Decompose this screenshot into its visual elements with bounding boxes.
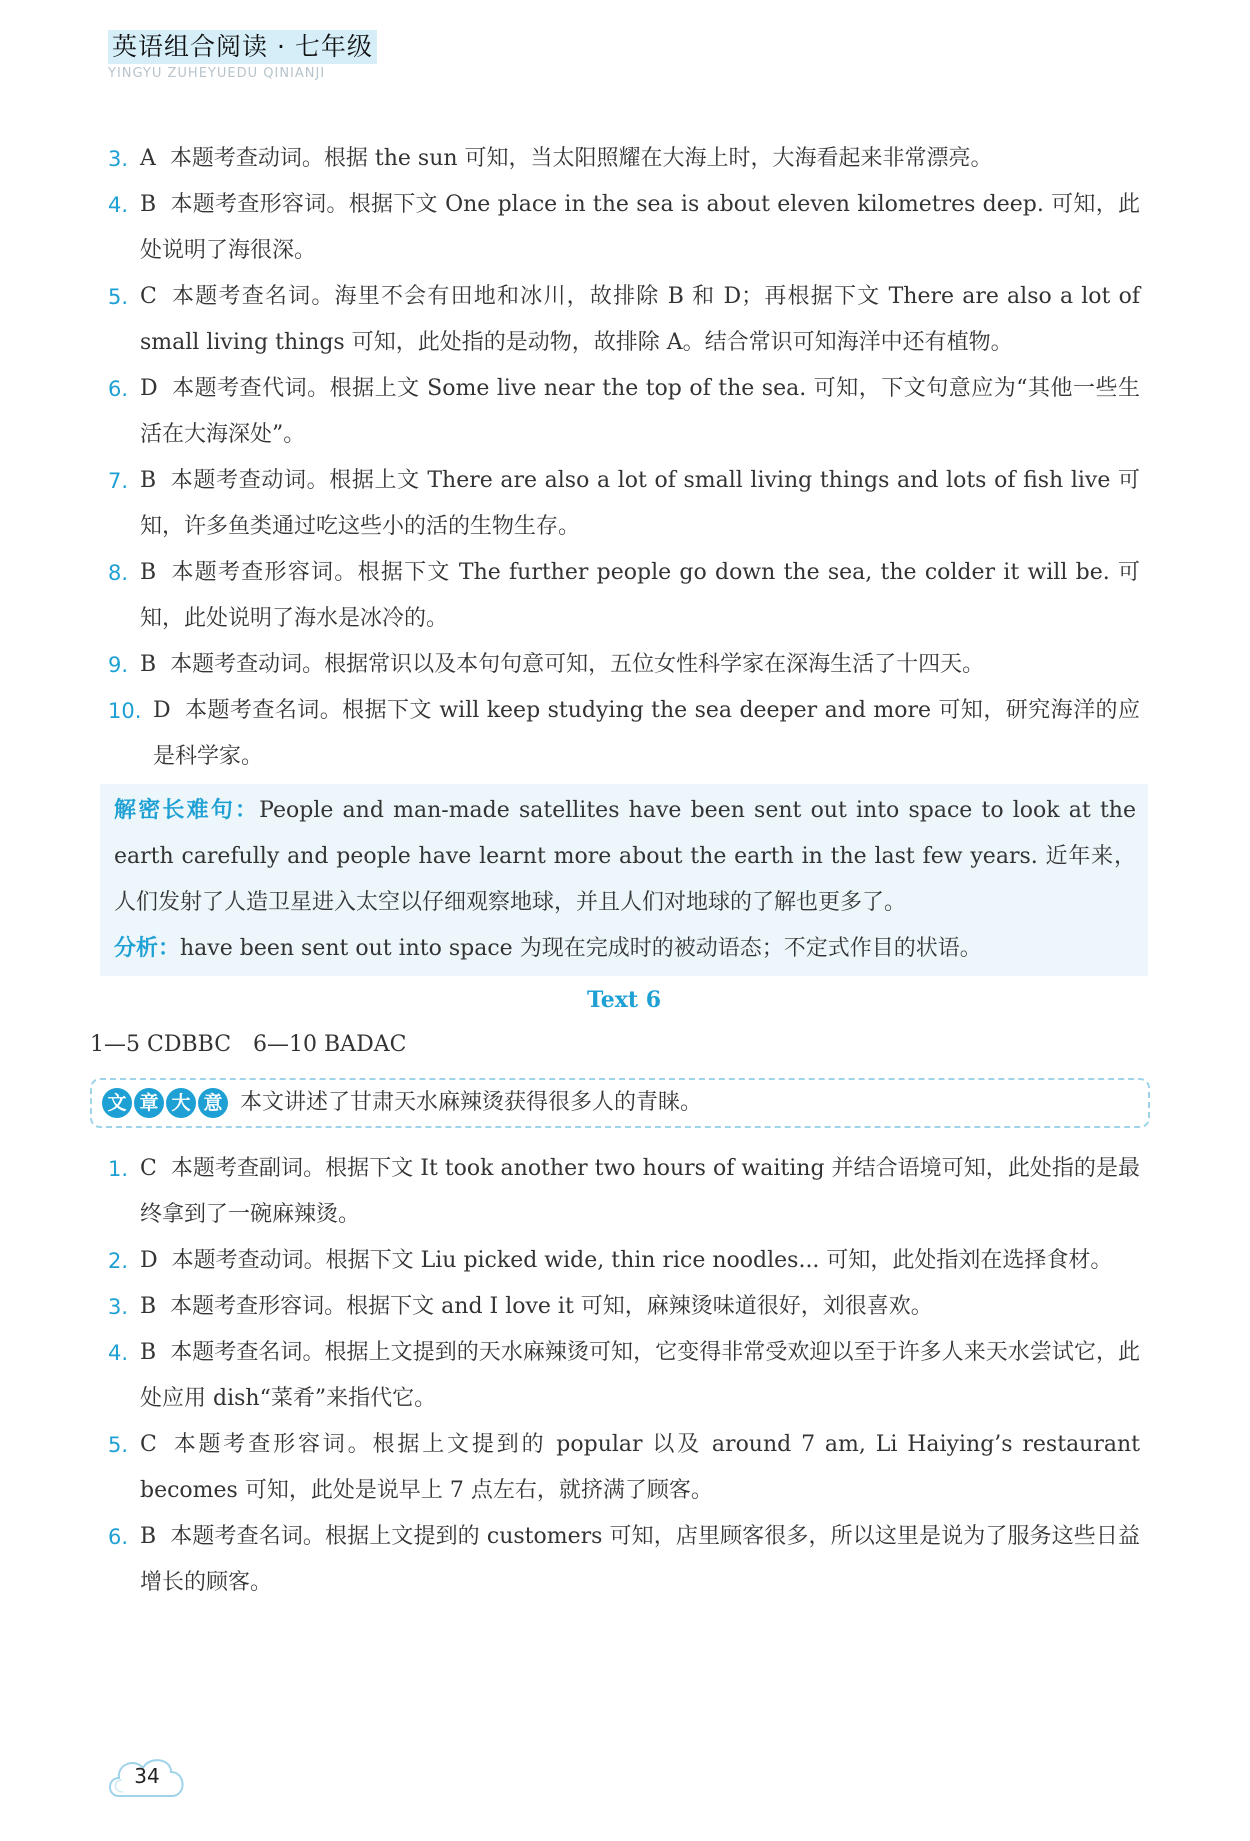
item-number: 2. bbox=[108, 1249, 129, 1273]
explanation-item bbox=[108, 688, 1140, 780]
item-answer: B bbox=[140, 468, 157, 493]
long-sentence-label: 解密长难句： bbox=[114, 798, 260, 823]
item-number: 8. bbox=[108, 561, 129, 585]
item-answer: A bbox=[140, 146, 156, 171]
summary-text: 本文讲述了甘肃天水麻辣烫获得很多人的青睐。 bbox=[240, 1090, 703, 1115]
summary-badge: 意 bbox=[198, 1088, 228, 1118]
item-text: 本题考查名词。根据下文 will keep studying the sea deeper and more 可知，研究海洋的应是科学家。 bbox=[153, 698, 1140, 769]
item-answer: D bbox=[140, 1248, 158, 1273]
item-text: 本题考查形容词。根据下文 One place in the sea is about eleven kilometres deep. 可知，此处说明了海很深。 bbox=[140, 192, 1140, 263]
summary-badge: 大 bbox=[166, 1088, 196, 1118]
item-text: 本题考查动词。根据常识以及本句句意可知，五位女性科学家在深海生活了十四天。 bbox=[170, 652, 985, 677]
summary-badges bbox=[102, 1088, 230, 1118]
summary-box bbox=[90, 1078, 1150, 1128]
item-text: 本题考查形容词。根据下文 The further people go down the sea, the colder it will be. 可知，此处说明了海水是冰冷的。 bbox=[140, 560, 1140, 631]
book-title: 英语组合阅读 · 七年级 bbox=[108, 30, 377, 64]
explanation-item bbox=[108, 366, 1140, 458]
item-text: 本题考查动词。根据 the sun 可知，当太阳照耀在大海上时，大海看起来非常漂亮。 bbox=[169, 146, 993, 171]
summary-badge: 章 bbox=[134, 1088, 164, 1118]
item-answer: D bbox=[153, 698, 171, 723]
item-answer: B bbox=[140, 192, 157, 217]
explanation-item bbox=[108, 1284, 1140, 1330]
explanation-item bbox=[108, 1330, 1140, 1422]
text5-explanations bbox=[108, 136, 1140, 780]
item-number: 3. bbox=[108, 1295, 129, 1319]
grammar-analysis bbox=[114, 926, 1136, 972]
item-number: 4. bbox=[108, 1341, 129, 1365]
item-answer: D bbox=[140, 376, 158, 401]
item-number: 5. bbox=[108, 285, 129, 309]
page-number-text: 34 bbox=[134, 1764, 160, 1788]
summary-badge: 文 bbox=[102, 1088, 132, 1118]
item-answer: B bbox=[140, 1524, 157, 1549]
item-answer: B bbox=[140, 1294, 157, 1319]
explanation-item bbox=[108, 1238, 1140, 1284]
item-text: 本题考查形容词。根据下文 and I love it 可知，麻辣烫味道很好，刘很喜欢。 bbox=[170, 1294, 933, 1319]
explanation-item bbox=[108, 550, 1140, 642]
item-answer: C bbox=[140, 1432, 157, 1457]
page-header bbox=[108, 30, 377, 81]
explanation-item bbox=[108, 1514, 1140, 1606]
item-number: 5. bbox=[108, 1433, 129, 1457]
item-text: 本题考查形容词。根据上文提到的 popular 以及 around 7 am, Li Haiying’s restaurant becomes 可知，此处是说早上 7 点左右，就挤满了顾客。 bbox=[140, 1432, 1140, 1503]
item-number: 6. bbox=[108, 1525, 129, 1549]
long-sentence-text: People and man-made satellites have been sent out into space to look at the earth carefully and people have learnt more about the earth in the last few years. 近年来，人们发射了人造卫星进入太空以仔细观察地球，并且人们对地球的了解也更多了。 bbox=[114, 798, 1136, 915]
answer-key: 1—5 CDBBC 6—10 BADAC bbox=[90, 1032, 407, 1057]
item-answer: B bbox=[140, 1340, 157, 1365]
item-text: 本题考查副词。根据下文 It took another two hours of waiting 并结合语境可知，此处指的是最终拿到了一碗麻辣烫。 bbox=[140, 1156, 1140, 1227]
long-sentence-analysis bbox=[100, 784, 1148, 976]
item-number: 6. bbox=[108, 377, 129, 401]
main-content bbox=[90, 136, 1140, 1606]
item-number: 10. bbox=[108, 699, 142, 723]
page-number bbox=[105, 1748, 189, 1806]
item-number: 9. bbox=[108, 653, 129, 677]
item-text: 本题考查代词。根据上文 Some live near the top of the sea. 可知，下文句意应为“其他一些生活在大海深处”。 bbox=[140, 376, 1140, 447]
explanation-item bbox=[108, 458, 1140, 550]
item-text: 本题考查名词。根据上文提到的天水麻辣烫可知，它变得非常受欢迎以至于许多人来天水尝试它，此处应用 dish“菜肴”来指代它。 bbox=[140, 1340, 1140, 1411]
item-answer: C bbox=[140, 284, 157, 309]
item-text: 本题考查动词。根据上文 There are also a lot of small living things and lots of fish live 可知，许多鱼类通过吃这些小的活的生物生存。 bbox=[140, 468, 1140, 539]
item-text: 本题考查动词。根据下文 Liu picked wide, thin rice noodles... 可知，此处指刘在选择食材。 bbox=[171, 1248, 1113, 1273]
explanation-item bbox=[108, 642, 1140, 688]
item-number: 4. bbox=[108, 193, 129, 217]
item-answer: B bbox=[140, 652, 157, 677]
item-answer: B bbox=[140, 560, 157, 585]
item-number: 3. bbox=[108, 147, 129, 171]
item-number: 1. bbox=[108, 1157, 129, 1181]
long-sentence bbox=[114, 788, 1136, 926]
text6-explanations bbox=[108, 1146, 1140, 1606]
item-text: 本题考查名词。海里不会有田地和冰川，故排除 B 和 D；再根据下文 There are also a lot of small living things 可知，此处指的是动物，故排除 A。结合常识可知海洋中还有植物。 bbox=[140, 284, 1140, 355]
explanation-item bbox=[108, 182, 1140, 274]
item-text: 本题考查名词。根据上文提到的 customers 可知，店里顾客很多，所以这里是说为了服务这些日益增长的顾客。 bbox=[140, 1524, 1140, 1595]
explanation-item bbox=[108, 136, 1140, 182]
book-subtitle-pinyin: YINGYU ZUHEYUEDU QINIANJI bbox=[108, 66, 326, 81]
item-answer: C bbox=[140, 1156, 157, 1181]
analysis-label: 分析： bbox=[114, 936, 181, 961]
explanation-item bbox=[108, 274, 1140, 366]
explanation-item bbox=[108, 1422, 1140, 1514]
analysis-text: have been sent out into space 为现在完成时的被动语态；不定式作目的状语。 bbox=[180, 936, 982, 961]
explanation-item bbox=[108, 1146, 1140, 1238]
item-number: 7. bbox=[108, 469, 129, 493]
section-heading-text6: Text 6 bbox=[586, 987, 662, 1013]
